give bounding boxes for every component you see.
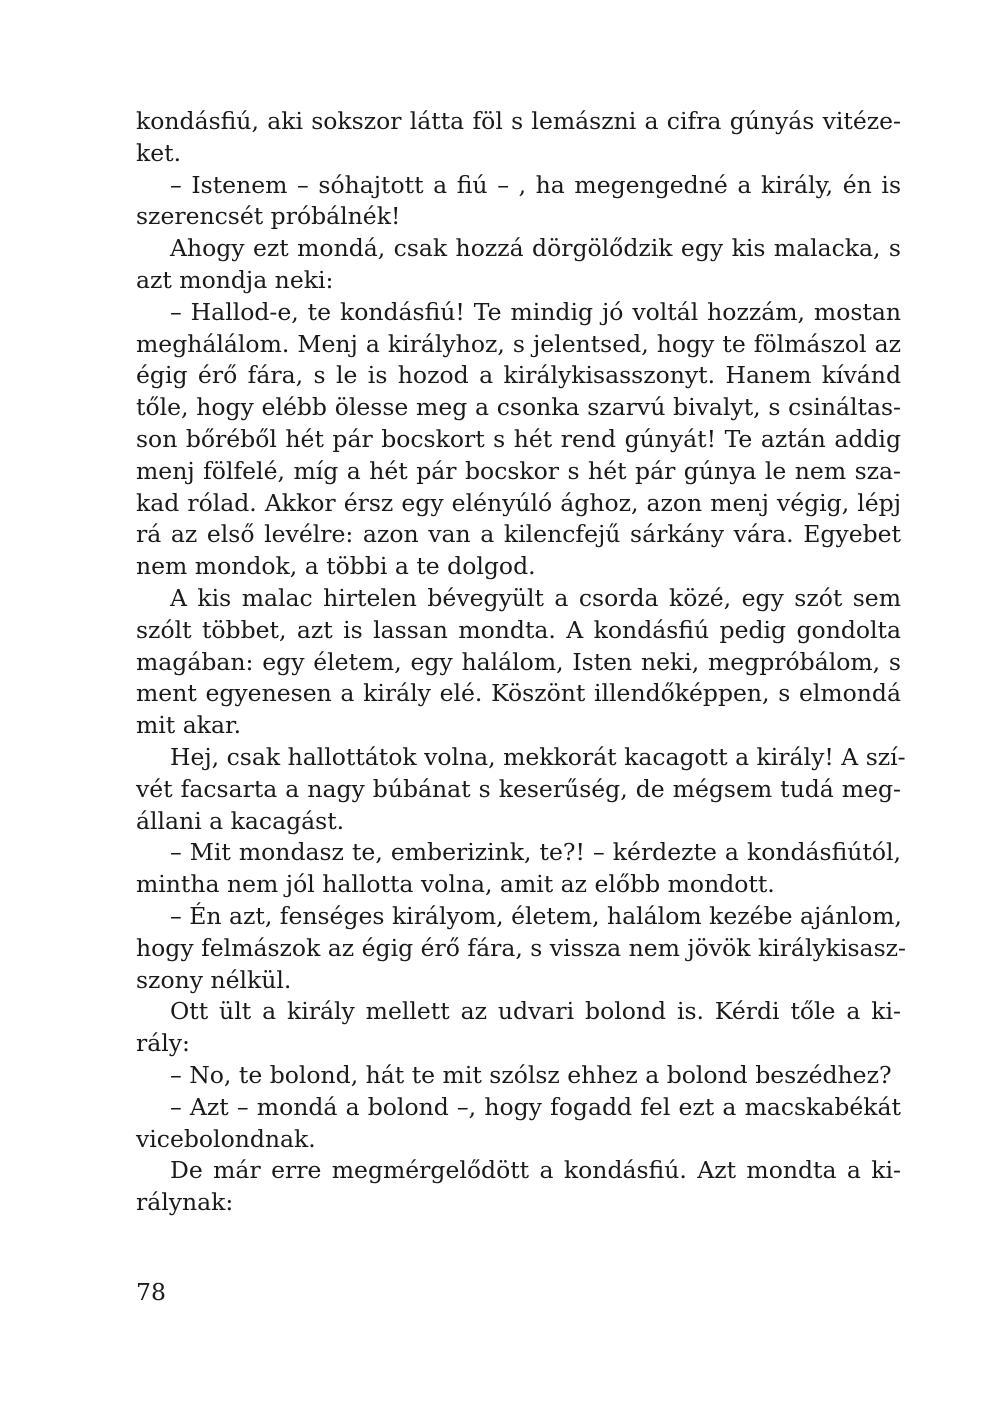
text-line: – Azt – mondá a bolond –, hogy fogadd fel ezt a macskabékát [170, 1092, 901, 1121]
text-line: tőle, hogy elébb ölesse meg a csonka szarvú bivalyt, s csináltas- [136, 393, 901, 422]
text-line: De már erre megmérgelődött a kondásfiú. Azt mondta a ki- [170, 1156, 901, 1185]
text-line: égig érő fára, s le is hozod a királykisasszonyt. Hanem kívánd [136, 361, 901, 390]
paragraph [136, 901, 906, 996]
paragraph [136, 583, 901, 742]
text-line: menj fölfelé, míg a hét pár bocskor s hét pár gúnya le nem sza- [136, 456, 901, 485]
text-line: – No, te bolond, hát te mit szólsz ehhez a bolond beszédhez? [170, 1060, 892, 1089]
text-line: kondásfiú, aki sokszor látta föl s lemászni a cifra gúnyás vitéze- [136, 107, 901, 135]
text-line: A kis malac hirtelen bévegyült a csorda közé, egy szót sem [170, 583, 901, 612]
text-line: állani a kacagást. [136, 806, 345, 835]
text-line: rá az első levélre: azon van a kilencfejű sárkány vára. Egyebet [136, 520, 901, 549]
text-line: – Hallod-e, te kondásfiú! Te mindig jó voltál hozzám, mostan [170, 297, 901, 326]
text-line: rály: [136, 1029, 190, 1058]
text-line: Ahogy ezt mondá, csak hozzá dörgölődzik egy kis malacka, s [170, 234, 901, 263]
text-line: – Én azt, fenséges királyom, életem, halálom kezébe ajánlom, [170, 901, 902, 930]
text-line: szony nélkül. [136, 965, 292, 994]
paragraph [136, 170, 901, 234]
paragraph [136, 1060, 901, 1092]
text-line: azt mondja neki: [136, 265, 334, 294]
paragraph [136, 233, 901, 297]
text-line: Ott ült a király mellett az udvari bolond is. Kérdi tőle a ki- [170, 997, 901, 1026]
paragraph [136, 996, 901, 1060]
text-line: rálynak: [136, 1188, 234, 1217]
text-line: hogy felmászok az égig érő fára, s vissza nem jövök királykisasz- [136, 933, 906, 962]
text-line: ket. [136, 138, 182, 167]
text-line: magában: egy életem, egy halálom, Isten neki, megpróbálom, s [136, 647, 901, 676]
paragraph [136, 837, 901, 901]
text-line: – Istenem – sóhajtott a fiú – , ha megengedné a király, én is [170, 170, 901, 199]
text-line: vicebolondnak. [136, 1124, 316, 1153]
page-number: 78 [136, 1278, 166, 1306]
paragraph [136, 742, 906, 837]
text-line: szerencsét próbálnék! [136, 202, 401, 231]
body-text [136, 106, 906, 1219]
paragraph [136, 1155, 901, 1219]
paragraph [136, 106, 901, 170]
text-line: kad rólad. Akkor érsz egy elényúló ághoz, azon menj végig, lépj [136, 488, 901, 517]
text-line: – Mit mondasz te, emberizink, te?! – kérdezte a kondásfiútól, [170, 838, 901, 867]
paragraph [136, 297, 901, 583]
text-line: son bőréből hét pár bocskort s hét rend gúnyát! Te aztán addig [136, 424, 901, 453]
text-line: ment egyenesen a király elé. Köszönt illendőképpen, s elmondá [136, 679, 901, 708]
text-line: Hej, csak hallottátok volna, mekkorát kacagott a király! A szí- [170, 742, 906, 771]
paragraph [136, 1092, 901, 1156]
text-line: szólt többet, azt is lassan mondta. A kondásfiú pedig gondolta [136, 615, 901, 644]
text-line: meghálálom. Menj a királyhoz, s jelentsed, hogy te fölmászol az [136, 329, 901, 358]
text-line: mit akar. [136, 711, 242, 740]
text-line: nem mondok, a többi a te dolgod. [136, 552, 536, 581]
text-line: vét facsarta a nagy búbánat s keserűség, de mégsem tudá meg- [136, 774, 901, 803]
text-line: mintha nem jól hallotta volna, amit az előbb mondott. [136, 870, 775, 899]
